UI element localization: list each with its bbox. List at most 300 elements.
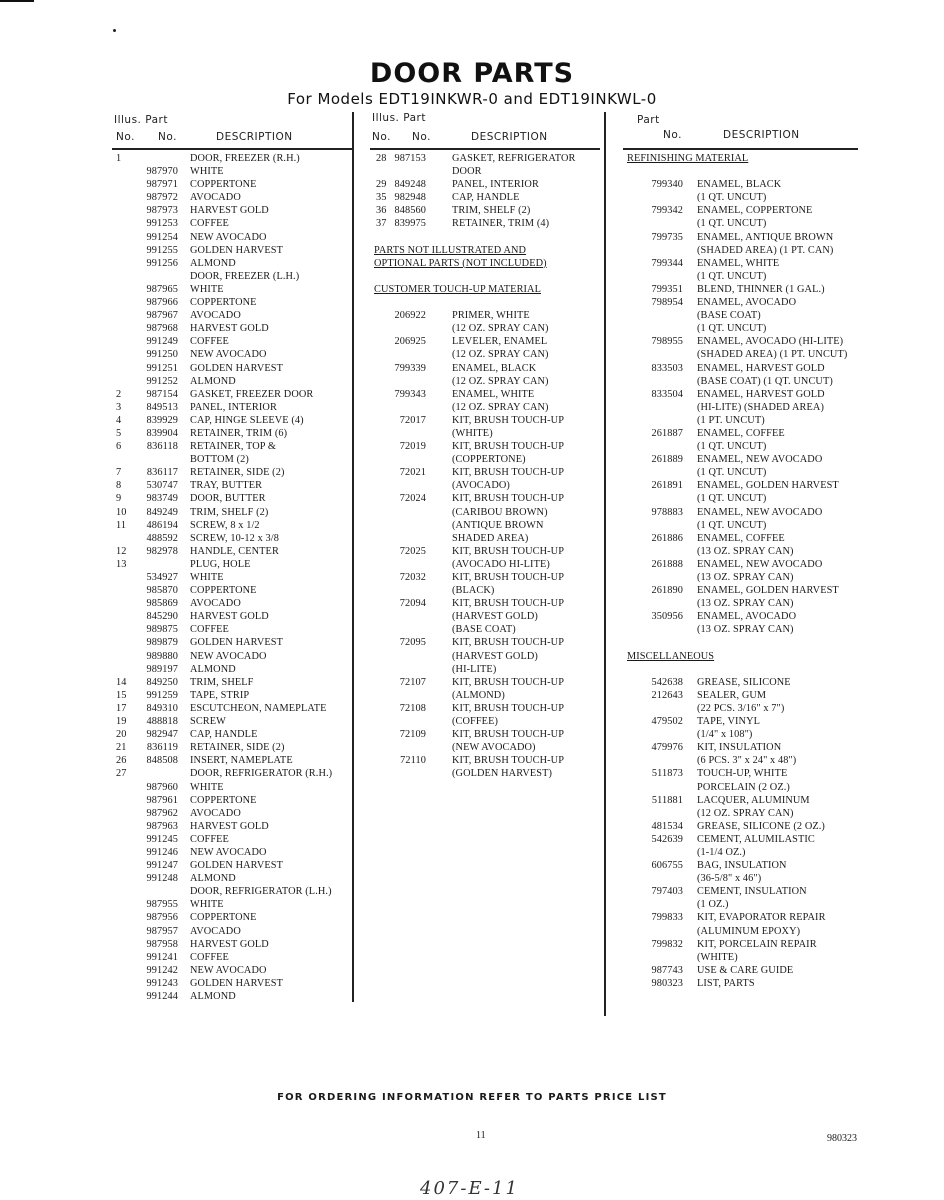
parts-row (623, 309, 858, 322)
parts-row (623, 466, 858, 479)
parts-row (370, 597, 600, 610)
part-description: KIT, BRUSH TOUCH-UP (452, 702, 565, 714)
part-description: KIT, BRUSH TOUCH-UP (452, 729, 565, 741)
parts-row (370, 479, 600, 492)
part-description: LEVELER, ENAMEL (452, 336, 548, 348)
part-description: COFFEE (190, 336, 229, 348)
part-description: SCREW (190, 716, 226, 728)
part-description: COPPERTONE (190, 794, 257, 806)
part-description: WHITE (190, 283, 224, 295)
part-description: TRAY, BUTTER (190, 480, 263, 492)
part-description: KIT, INSULATION (697, 742, 782, 754)
part-number: 72025 (399, 545, 426, 557)
parts-row (112, 427, 352, 440)
parts-row (623, 977, 858, 990)
part-description: CAP, HINGE SLEEVE (4) (190, 414, 304, 426)
part-description: ENAMEL, HARVEST GOLD (697, 362, 825, 374)
parts-row (623, 741, 858, 754)
illus-number: 21 (116, 742, 127, 754)
part-number: 987968 (146, 323, 178, 335)
parts-row (112, 348, 352, 361)
page-subtitle: For Models EDT19INKWR-0 and EDT19INKWL-0 (287, 90, 657, 108)
parts-row (623, 375, 858, 388)
part-description: KIT, EVAPORATOR REPAIR (697, 912, 826, 924)
part-number: 987958 (146, 938, 178, 950)
part-number: 991256 (146, 257, 178, 269)
part-number: 833503 (651, 362, 683, 374)
part-description: SHADED AREA) (452, 532, 529, 544)
parts-row (112, 309, 352, 322)
part-description: RETAINER, TRIM (6) (190, 427, 288, 439)
part-number: 486194 (146, 519, 178, 531)
parts-row (623, 911, 858, 924)
part-description: DOOR, BUTTER (190, 493, 266, 505)
parts-row (623, 885, 858, 898)
part-description: PLUG, HOLE (190, 558, 251, 570)
part-description: (1 OZ.) (697, 899, 729, 911)
part-number: 849513 (146, 401, 178, 413)
part-number: 980323 (651, 977, 683, 989)
parts-row (623, 283, 858, 296)
parts-row (370, 362, 600, 375)
illus-number: 15 (116, 689, 127, 701)
parts-row (370, 427, 600, 440)
part-description: HARVEST GOLD (190, 611, 269, 623)
parts-row (370, 191, 600, 204)
part-description: HARVEST GOLD (190, 820, 269, 832)
part-description: LIST, PARTS (697, 977, 755, 989)
parts-row (112, 479, 352, 492)
parts-row (112, 204, 352, 217)
part-description: KIT, BRUSH TOUCH-UP (452, 755, 565, 767)
part-description: SEALER, GUM (697, 689, 767, 701)
part-number: 848508 (146, 755, 178, 767)
part-description: RETAINER, SIDE (2) (190, 742, 285, 754)
parts-row (112, 440, 352, 453)
parts-row (112, 296, 352, 309)
section-heading (623, 152, 858, 165)
part-description: DOOR, FREEZER (L.H.) (190, 270, 300, 282)
parts-row (112, 728, 352, 741)
part-description: AVOCADO (190, 925, 241, 937)
part-number: 987963 (146, 820, 178, 832)
parts-row (370, 584, 600, 597)
parts-row (623, 964, 858, 977)
part-number: 534927 (146, 572, 178, 583)
part-description: KIT, BRUSH TOUCH-UP (452, 637, 565, 649)
parts-row (623, 231, 858, 244)
illus-number: 29 (376, 179, 387, 191)
parts-row (623, 794, 858, 807)
part-description: (1 QT. UNCUT) (697, 441, 767, 453)
parts-row (112, 911, 352, 924)
illus-part-label: Illus. Part (114, 114, 168, 126)
part-description: TAPE, STRIP (190, 689, 250, 701)
parts-row (112, 466, 352, 479)
part-description: ENAMEL, AVOCADO (697, 297, 797, 309)
part-description: (AVOCADO HI-LITE) (452, 558, 550, 570)
corner-rule (0, 0, 34, 2)
parts-row (370, 231, 600, 244)
part-number: 985869 (146, 598, 178, 610)
part-number: 991247 (146, 860, 178, 872)
part-description: RETAINER, TRIM (4) (452, 218, 550, 230)
parts-row (370, 532, 600, 545)
part-description: SCREW, 8 x 1/2 (190, 519, 260, 531)
parts-row (370, 296, 600, 309)
part-number: 797403 (651, 886, 683, 898)
part-description: (BASE COAT) (697, 310, 761, 322)
part-no-label: No. (158, 131, 177, 143)
illus-number: 20 (116, 729, 127, 741)
part-description: TRIM, SHELF (2) (190, 506, 269, 518)
parts-row (623, 388, 858, 401)
part-number: 982948 (394, 192, 426, 204)
parts-row (623, 728, 858, 741)
part-number: 799351 (651, 283, 683, 295)
part-number: 206925 (394, 336, 426, 348)
part-number: 542639 (651, 833, 683, 845)
part-number: 72107 (399, 676, 426, 688)
part-description: (BASE COAT) (452, 624, 516, 636)
parts-list-1 (112, 152, 352, 1003)
parts-row (370, 309, 600, 322)
part-number: 488592 (146, 532, 178, 544)
header-rule (370, 148, 600, 150)
part-description: HANDLE, CENTER (190, 545, 279, 557)
part-number: 987956 (146, 912, 178, 924)
parts-row (112, 623, 352, 636)
part-description: AVOCADO (190, 192, 241, 204)
part-description: INSERT, NAMEPLATE (190, 755, 293, 767)
part-description: NEW AVOCADO (190, 349, 267, 361)
part-description: KIT, BRUSH TOUCH-UP (452, 493, 565, 505)
part-description: NEW AVOCADO (190, 964, 267, 976)
part-number: 72019 (399, 441, 426, 453)
part-number: 987154 (146, 388, 178, 400)
parts-row (112, 741, 352, 754)
part-description: GOLDEN HARVEST (190, 637, 283, 649)
illus-number: 2 (116, 388, 122, 400)
part-number: 72109 (399, 729, 426, 741)
parts-row (623, 676, 858, 689)
part-description: GOLDEN HARVEST (190, 362, 283, 374)
part-number: 991246 (146, 846, 178, 858)
part-number: 261889 (651, 454, 683, 466)
parts-row (370, 623, 600, 636)
part-description: (ANTIQUE BROWN (452, 519, 544, 531)
parts-row (623, 270, 858, 283)
parts-column-1 (112, 112, 352, 1002)
part-description: (12 OZ. SPRAY CAN) (452, 375, 549, 387)
part-description: ALMOND (190, 663, 236, 675)
description-label: DESCRIPTION (216, 131, 293, 143)
part-description: ALMOND (190, 873, 236, 885)
part-number: 350956 (651, 611, 683, 623)
parts-row (623, 754, 858, 767)
part-number: 511881 (651, 794, 683, 806)
part-number: 799833 (651, 912, 683, 924)
parts-row (623, 362, 858, 375)
parts-row (623, 597, 858, 610)
part-number: 991243 (146, 977, 178, 989)
part-description: COPPERTONE (190, 179, 257, 191)
part-number: 991249 (146, 336, 178, 348)
parts-row (112, 571, 352, 584)
part-number: 989197 (146, 663, 178, 675)
parts-row (623, 204, 858, 217)
illus-number: 10 (116, 506, 127, 518)
parts-row (370, 715, 600, 728)
part-number: 848560 (394, 205, 426, 217)
parts-row (112, 244, 352, 257)
part-description: CEMENT, ALUMILASTIC (697, 833, 815, 845)
part-number: 991244 (146, 991, 178, 1002)
part-number: 987957 (146, 925, 178, 937)
part-description: ENAMEL, COPPERTONE (697, 205, 813, 217)
parts-row (623, 532, 858, 545)
parts-row (112, 453, 352, 466)
illus-number: 14 (116, 676, 127, 688)
part-description: TOUCH-UP, WHITE (697, 768, 788, 780)
illus-number: 3 (116, 401, 122, 413)
column-divider-2 (604, 112, 606, 1016)
part-description: ENAMEL, AVOCADO (HI-LITE) (697, 336, 844, 348)
parts-row (370, 414, 600, 427)
illus-number: 37 (376, 218, 387, 230)
part-description: (CARIBOU BROWN) (452, 506, 548, 518)
part-description: KIT, PORCELAIN REPAIR (697, 938, 817, 950)
part-number: 985870 (146, 585, 178, 597)
parts-row (623, 781, 858, 794)
parts-row (623, 610, 858, 623)
parts-row (370, 178, 600, 191)
parts-row (370, 335, 600, 348)
part-description: SCREW, 10-12 x 3/8 (190, 532, 279, 544)
part-description: TRIM, SHELF (190, 676, 254, 688)
parts-row (112, 938, 352, 951)
part-description: (COFFEE) (452, 716, 498, 728)
handwritten-note: 407-E-11 (420, 1178, 519, 1199)
part-description: (12 OZ. SPRAY CAN) (452, 349, 549, 361)
parts-row (623, 178, 858, 191)
parts-row (370, 519, 600, 532)
part-number: 987955 (146, 899, 178, 911)
part-number: 479976 (651, 742, 683, 754)
parts-row (112, 977, 352, 990)
parts-row (623, 636, 858, 649)
part-description: (6 PCS. 3" x 24" x 48") (697, 755, 797, 767)
part-description: (HI-LITE) (SHADED AREA) (697, 401, 824, 413)
section-heading (370, 244, 600, 257)
parts-row (112, 335, 352, 348)
part-number: 978883 (651, 506, 683, 518)
part-description: (1 PT. UNCUT) (697, 414, 765, 426)
part-number: 799340 (651, 179, 683, 191)
parts-row (370, 322, 600, 335)
part-number: 479502 (651, 716, 683, 728)
part-number: 849248 (394, 179, 426, 191)
parts-row (112, 257, 352, 270)
part-number: 799342 (651, 205, 683, 217)
part-number: 839904 (146, 427, 178, 439)
parts-row (112, 807, 352, 820)
parts-row (370, 754, 600, 767)
illus-number: 11 (116, 519, 127, 531)
part-description: WHITE (190, 166, 224, 178)
parts-row (112, 584, 352, 597)
description-label: DESCRIPTION (723, 129, 800, 141)
part-description: (BASE COAT) (1 QT. UNCUT) (697, 375, 833, 387)
part-description: HARVEST GOLD (190, 205, 269, 217)
part-number: 72094 (399, 598, 426, 610)
part-number: 72110 (400, 755, 426, 767)
part-number: 206922 (394, 310, 426, 322)
illus-number: 7 (116, 467, 122, 479)
part-number: 991259 (146, 689, 178, 701)
part-description: KIT, BRUSH TOUCH-UP (452, 467, 565, 479)
parts-row (112, 558, 352, 571)
parts-row (370, 401, 600, 414)
part-description: HARVEST GOLD (190, 938, 269, 950)
part-number: 261888 (651, 558, 683, 570)
parts-row (370, 610, 600, 623)
parts-row (623, 322, 858, 335)
description-label: DESCRIPTION (471, 131, 548, 143)
parts-row (112, 610, 352, 623)
part-number: 72021 (399, 467, 426, 479)
part-description: KIT, BRUSH TOUCH-UP (452, 572, 565, 583)
part-number: 991248 (146, 873, 178, 885)
part-description: (22 PCS. 3/16" x 7") (697, 702, 785, 714)
part-description: (SHADED AREA) (1 PT. CAN) (697, 244, 834, 256)
parts-row (623, 244, 858, 257)
part-description: RETAINER, SIDE (2) (190, 467, 285, 479)
part-description: ENAMEL, COFFEE (697, 427, 785, 439)
section-heading (370, 257, 600, 270)
illus-number: 5 (116, 427, 122, 439)
ordering-note: FOR ORDERING INFORMATION REFER TO PARTS PRICE LIST (277, 1092, 667, 1103)
part-number: 261890 (651, 585, 683, 597)
part-description: NEW AVOCADO (190, 231, 267, 243)
part-description: (AVOCADO) (452, 480, 510, 492)
parts-row (112, 322, 352, 335)
part-description: (12 OZ. SPRAY CAN) (697, 807, 794, 819)
parts-row (112, 636, 352, 649)
part-description: PORCELAIN (2 OZ.) (697, 781, 790, 793)
part-number: 799735 (651, 231, 683, 243)
part-number: 991245 (146, 833, 178, 845)
part-number: 991253 (146, 218, 178, 230)
part-description: (1 QT. UNCUT) (697, 467, 767, 479)
parts-row (112, 702, 352, 715)
part-number: 72032 (399, 572, 426, 583)
part-description: RETAINER, TOP & (190, 441, 277, 453)
parts-row (370, 741, 600, 754)
parts-row (370, 663, 600, 676)
part-description: GREASE, SILICONE (2 OZ.) (697, 820, 825, 832)
parts-row (370, 650, 600, 663)
part-description: (1-1/4 OZ.) (697, 846, 746, 858)
parts-list-3 (623, 152, 858, 990)
part-description: KIT, BRUSH TOUCH-UP (452, 676, 565, 688)
column-2-header (370, 112, 602, 150)
part-description: ENAMEL, HARVEST GOLD (697, 388, 825, 400)
parts-row (623, 506, 858, 519)
part-number: 798955 (651, 336, 683, 348)
part-description: COFFEE (190, 951, 229, 963)
illus-number: 8 (116, 480, 122, 492)
part-description: (36-5/8" x 46") (697, 873, 762, 885)
illus-no-label: No. (372, 131, 391, 143)
part-number: 982978 (146, 545, 178, 557)
part-description: ENAMEL, AVOCADO (697, 611, 797, 623)
part-number: 488818 (146, 716, 178, 728)
page-title: DOOR PARTS (369, 58, 575, 89)
illus-part-label: Illus. Part (372, 112, 426, 124)
parts-row (370, 348, 600, 361)
column-1-header (112, 112, 352, 150)
part-number: 987965 (146, 283, 178, 295)
parts-row (623, 217, 858, 230)
part-number: 982947 (146, 729, 178, 741)
part-number: 849249 (146, 506, 178, 518)
part-label: Part (637, 114, 660, 126)
part-number: 987962 (146, 807, 178, 819)
part-description: KIT, BRUSH TOUCH-UP (452, 441, 565, 453)
parts-row (370, 388, 600, 401)
part-description: DOOR, REFRIGERATOR (R.H.) (190, 768, 333, 780)
part-description: GASKET, FREEZER DOOR (190, 388, 314, 400)
part-description: COFFEE (190, 624, 229, 636)
part-description: (13 OZ. SPRAY CAN) (697, 572, 794, 583)
part-no-label: No. (412, 131, 431, 143)
parts-row (112, 663, 352, 676)
part-description: PARTS NOT ILLUSTRATED AND (374, 244, 527, 256)
part-number: 836118 (146, 441, 178, 453)
part-description: CAP, HANDLE (452, 192, 520, 204)
parts-row (623, 479, 858, 492)
part-number: 987966 (146, 297, 178, 309)
part-number: 833504 (651, 388, 683, 400)
part-description: (HI-LITE) (452, 663, 497, 675)
part-description: MISCELLANEOUS (627, 650, 715, 662)
section-heading (623, 650, 858, 663)
parts-row (112, 990, 352, 1003)
parts-row (112, 781, 352, 794)
part-description: TRIM, SHELF (2) (452, 205, 531, 217)
parts-row (623, 257, 858, 270)
part-number: 799343 (394, 388, 426, 400)
part-description: WHITE (190, 781, 224, 793)
parts-row (112, 152, 352, 165)
illus-number: 28 (376, 153, 387, 164)
part-number: 72095 (399, 637, 426, 649)
parts-row (623, 872, 858, 885)
parts-row (623, 767, 858, 780)
part-description: (HARVEST GOLD) (452, 611, 538, 623)
part-number: 799344 (651, 257, 683, 269)
parts-column-3 (623, 112, 858, 989)
part-number: 849310 (146, 702, 178, 714)
part-description: ENAMEL, BLACK (452, 362, 537, 374)
page-number: 11 (476, 1130, 486, 1141)
part-description: (1 QT. UNCUT) (697, 192, 767, 204)
part-description: NEW AVOCADO (190, 650, 267, 662)
parts-row (112, 885, 352, 898)
parts-row (370, 767, 600, 780)
parts-row (370, 702, 600, 715)
